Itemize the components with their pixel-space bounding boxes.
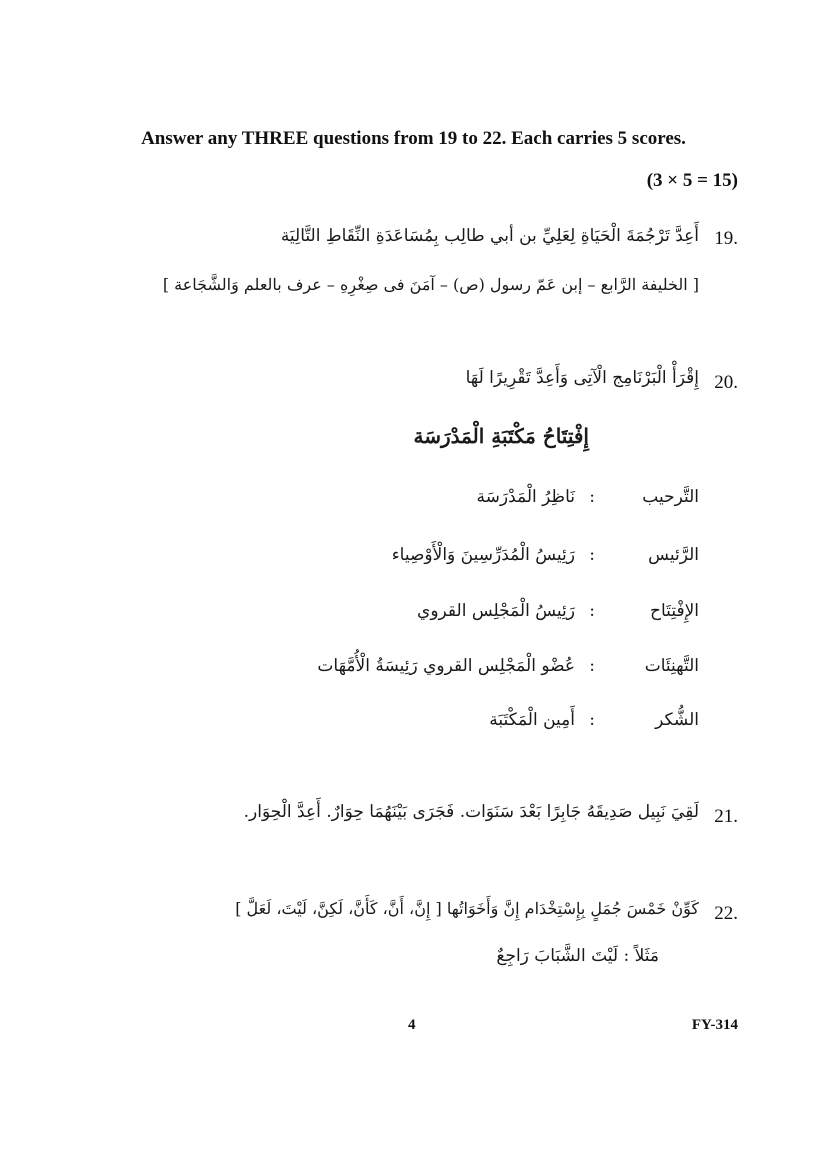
- program-item-label: التَّهنِئَات: [644, 656, 699, 676]
- instructions-text: Answer any THREE questions from 19 to 22. Each carries 5 scores.: [141, 128, 686, 149]
- question-22-example: مَثَلاً : لَيْتَ الشَّبَابَ رَاجِعٌ: [496, 946, 659, 966]
- program-item-label: الشُّكر: [655, 710, 699, 730]
- question-19-points: [ الخليفة الرَّابع – إبن عَمّ رسول (ص) – آمَنَ فى صِغْرِهِ – عرف بالعلم وَالشَّجَاعة ]: [162, 275, 699, 294]
- program-heading: إِفْتِتَاحُ مَكْتَبَةِ الْمَدْرَسَة: [413, 424, 589, 448]
- program-item-value: نَاظِرُ الْمَدْرَسَة: [476, 487, 575, 507]
- paper-code: FY-314: [691, 1017, 738, 1033]
- program-item-label: التَّرحيب: [642, 487, 699, 507]
- program-item-label: الإِفْتِتَاح: [650, 601, 699, 621]
- program-colon: :: [589, 545, 595, 565]
- program-item-value: رَئِيسُ الْمَجْلِس القروي: [417, 601, 575, 621]
- program-colon: :: [589, 601, 595, 621]
- program-item-value: رَئِيسُ الْمُدَرِّسِينَ وَالْأَوْصِياء: [391, 545, 575, 565]
- question-19-text: أَعِدَّ تَرْجُمَةَ الْحَيَاةِ لِعَلِيِّ بن أبي طالِب بِمُسَاعَدَةِ النِّقَاطِ التَّالِيَة: [280, 226, 699, 246]
- question-21-number: 21.: [714, 806, 738, 827]
- question-20-text: إِقْرَأْ الْبَرْنَامِج الْآتِى وَأَعِدَّ تَقْرِيرًا لَهَا: [465, 368, 699, 388]
- question-22-text: كَوِّنْ خَمْسَ جُمَلٍ بِإِسْتِخْدَام إِنَّ وَأَخَوَاتُها [ إِنَّ، أَنَّ، كَأَنَّ، لَكِنَّ، لَيْتَ، لَعَلَّ ]: [235, 899, 699, 918]
- question-21-text: لَقِيَ نَبِيل صَدِيقَهُ جَابِرًا بَعْدَ سَنَوَات. فَجَرَى بَيْنَهُمَا حِوَارٌ. أَعِدَّ الْحِوَار.: [243, 802, 699, 822]
- program-item-value: أَمِين الْمَكْتَبَة: [489, 710, 575, 730]
- program-colon: :: [589, 710, 595, 730]
- page-number: 4: [408, 1017, 416, 1033]
- program-colon: :: [589, 656, 595, 676]
- program-item-label: الرَّئيس: [648, 545, 699, 565]
- program-item-value: عُضْو الْمَجْلِس القروي رَئِيسَةُ الْأُمَّهَات: [317, 656, 575, 676]
- program-colon: :: [589, 487, 595, 507]
- scores-formula: (3 × 5 = 15): [646, 170, 738, 191]
- question-20-number: 20.: [714, 372, 738, 393]
- question-19-number: 19.: [714, 228, 738, 249]
- question-22-number: 22.: [714, 903, 738, 924]
